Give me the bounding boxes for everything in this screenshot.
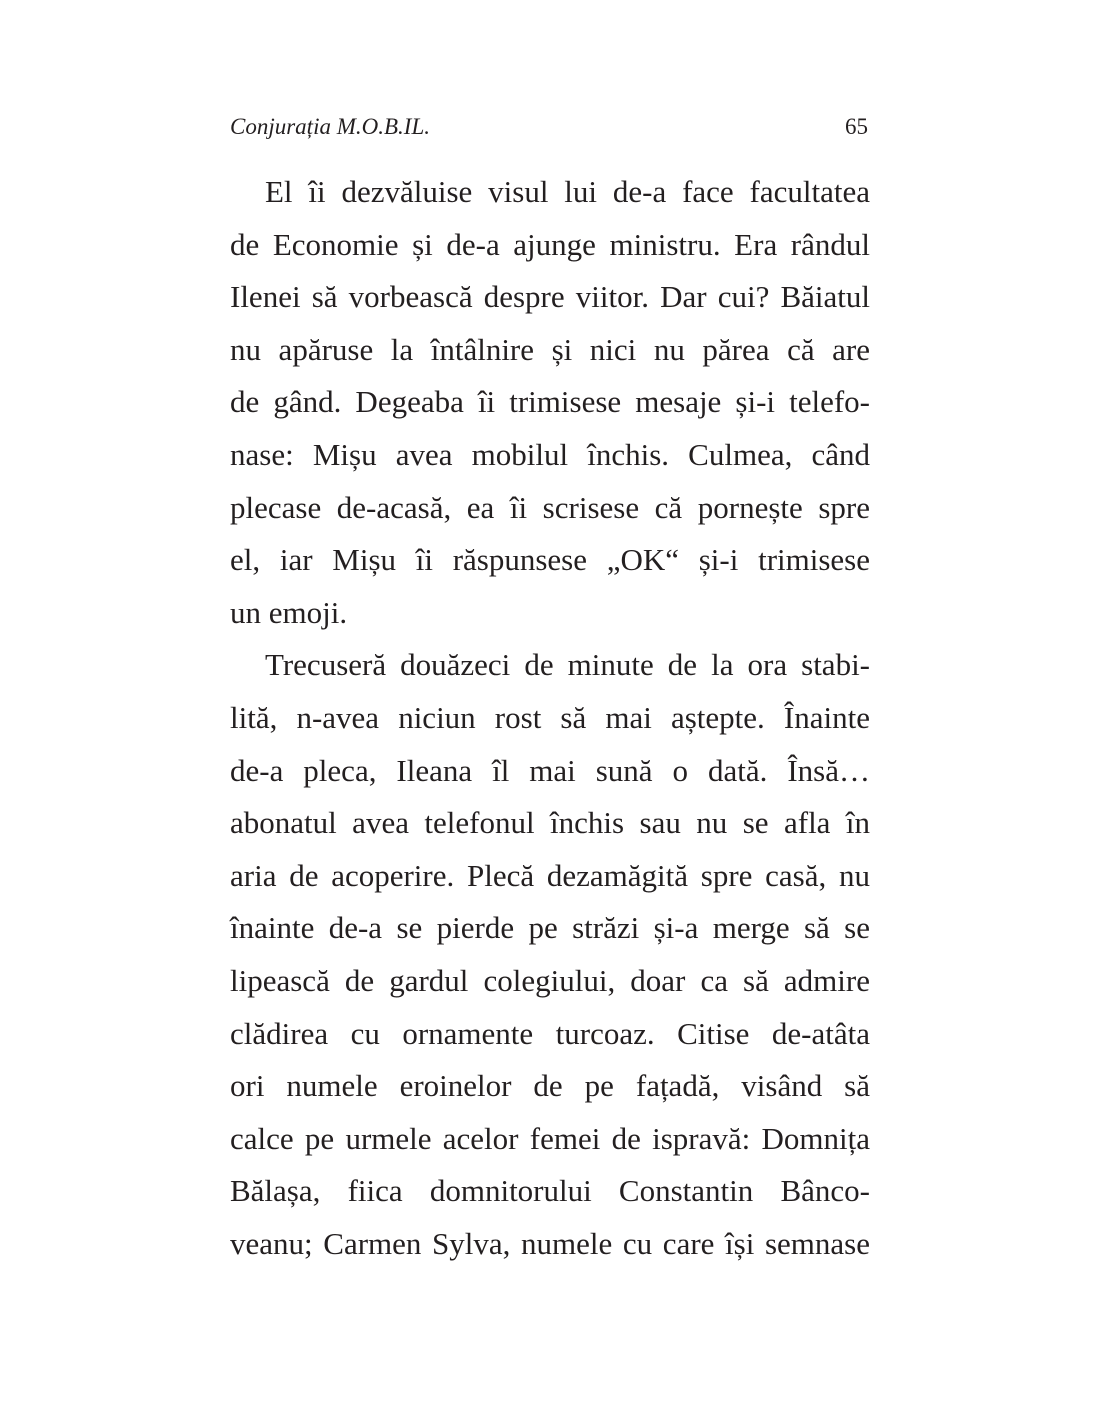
text-line: aria de acoperire. Plecă dezamăgită spre casă, nu xyxy=(230,857,870,893)
running-head xyxy=(230,114,870,148)
text-line: nu apăruse la întâlnire și nici nu părea că are xyxy=(230,331,870,367)
text-line: înainte de-a se pierde pe străzi și-a merge să se xyxy=(230,910,870,946)
text-line: el, iar Mișu îi răspunsese „OK“ și-i trimisese xyxy=(230,542,870,578)
text-line: clădirea cu ornamente turcoaz. Citise de-atâta xyxy=(230,1015,870,1051)
text-line: calce pe urmele acelor femei de ispravă: Domnița xyxy=(230,1120,870,1156)
text-line: lipească de gardul colegiului, doar ca să admire xyxy=(230,962,870,998)
running-title: Conjurația M.O.B.IL. xyxy=(230,114,430,139)
text-line: lită, n-avea niciun rost să mai aștepte. Înainte xyxy=(230,699,870,735)
text-line: de gând. Degeaba îi trimisese mesaje și-i telefo- xyxy=(230,384,870,420)
text-line: Ilenei să vorbească despre viitor. Dar cui? Băiatul xyxy=(230,279,870,315)
body-text xyxy=(230,166,870,1270)
text-line: Trecuseră douăzeci de minute de la ora stabi- xyxy=(265,647,870,683)
text-line: veanu; Carmen Sylva, numele cu care își semnase xyxy=(230,1225,870,1261)
text-line: de-a pleca, Ileana îl mai sună o dată. Însă… xyxy=(230,752,870,788)
text-line: abonatul avea telefonul închis sau nu se afla în xyxy=(230,805,870,841)
paragraph xyxy=(230,639,870,1270)
text-line: un emoji. xyxy=(230,594,348,630)
text-line: de Economie și de-a ajunge ministru. Era rândul xyxy=(230,226,870,262)
paragraph xyxy=(230,166,870,639)
page-number: 65 xyxy=(845,114,868,139)
text-line: Bălașa, fiica domnitorului Constantin Bânco- xyxy=(230,1173,870,1209)
text-line: El îi dezvăluise visul lui de-a face facultatea xyxy=(265,174,870,209)
text-line: plecase de-acasă, ea îi scrisese că pornește spre xyxy=(230,489,870,525)
text-line: ori numele eroinelor de pe fațadă, visând să xyxy=(230,1068,870,1104)
text-line: nase: Mișu avea mobilul închis. Culmea, când xyxy=(230,436,870,472)
